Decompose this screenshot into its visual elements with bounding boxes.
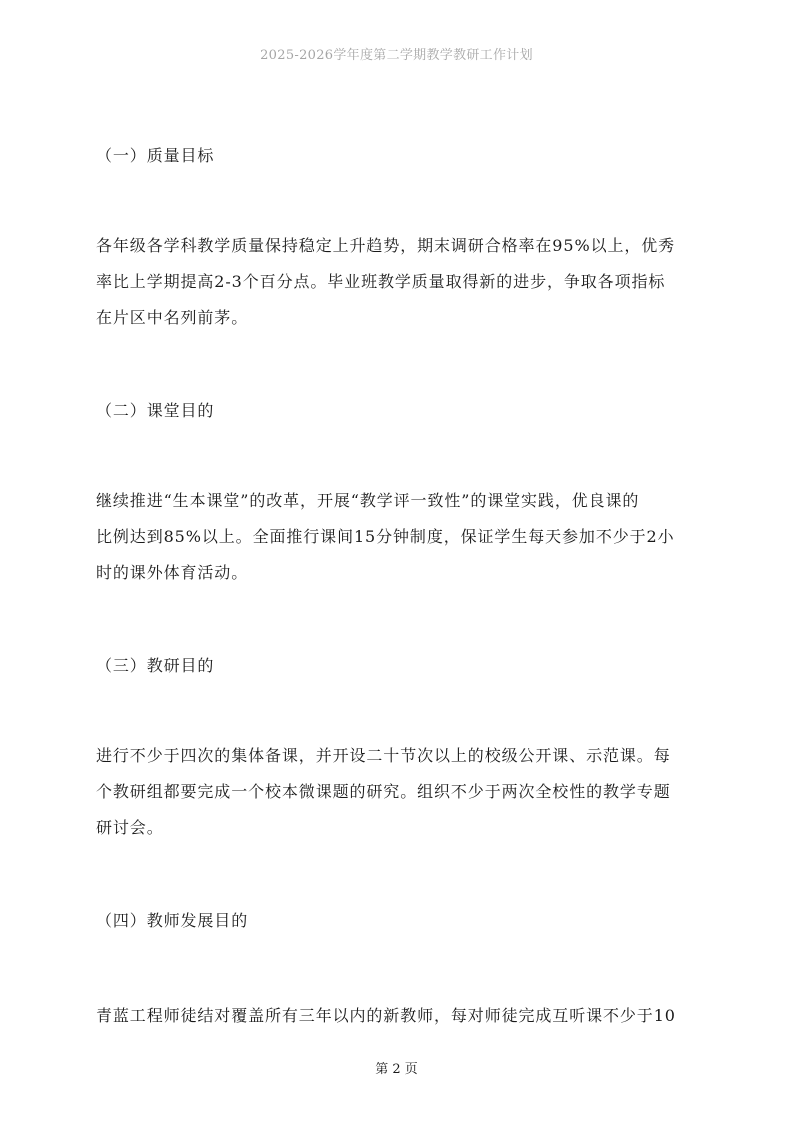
paragraph-line: 青蓝工程师徒结对覆盖所有三年以内的新教师，每对师徒完成互听课不少于10 — [96, 1006, 676, 1025]
section-paragraph-quality — [96, 228, 696, 336]
section-heading-research: （三）教研目的 — [96, 656, 215, 675]
paragraph-line: 进行不少于四次的集体备课，并开设二十节次以上的校级公开课、示范课。每 — [96, 746, 671, 765]
section-paragraph-teacher-development — [96, 998, 696, 1034]
paragraph-line: 比例达到85%以上。全面推行课间15分钟制度，保证学生每天参加不少于2小 — [96, 527, 675, 546]
paragraph-line: 率比上学期提高2-3个百分点。毕业班教学质量取得新的进步，争取各项指标 — [96, 272, 666, 291]
paragraph-line: 个教研组都要完成一个校本微课题的研究。组织不少于两次全校性的教学专题 — [96, 782, 671, 801]
page-header: 2025-2026学年度第二学期教学教研工作计划 — [260, 48, 533, 63]
paragraph-line: 研讨会。 — [96, 818, 164, 837]
section-heading-classroom: （二）课堂目的 — [96, 401, 215, 420]
section-heading-quality: （一）质量目标 — [96, 146, 215, 165]
section-paragraph-research — [96, 738, 696, 846]
section-paragraph-classroom — [96, 483, 696, 591]
paragraph-line: 继续推进“生本课堂”的改革，开展“教学评一致性”的课堂实践，优良课的 — [96, 491, 640, 510]
paragraph-line: 在片区中名列前茅。 — [96, 308, 249, 327]
paragraph-line: 时的课外体育活动。 — [96, 563, 249, 582]
section-heading-teacher-development: （四）教师发展目的 — [96, 911, 249, 930]
page-number: 第 2 页 — [375, 1062, 418, 1077]
paragraph-line: 各年级各学科教学质量保持稳定上升趋势，期末调研合格率在95%以上，优秀 — [96, 236, 676, 255]
